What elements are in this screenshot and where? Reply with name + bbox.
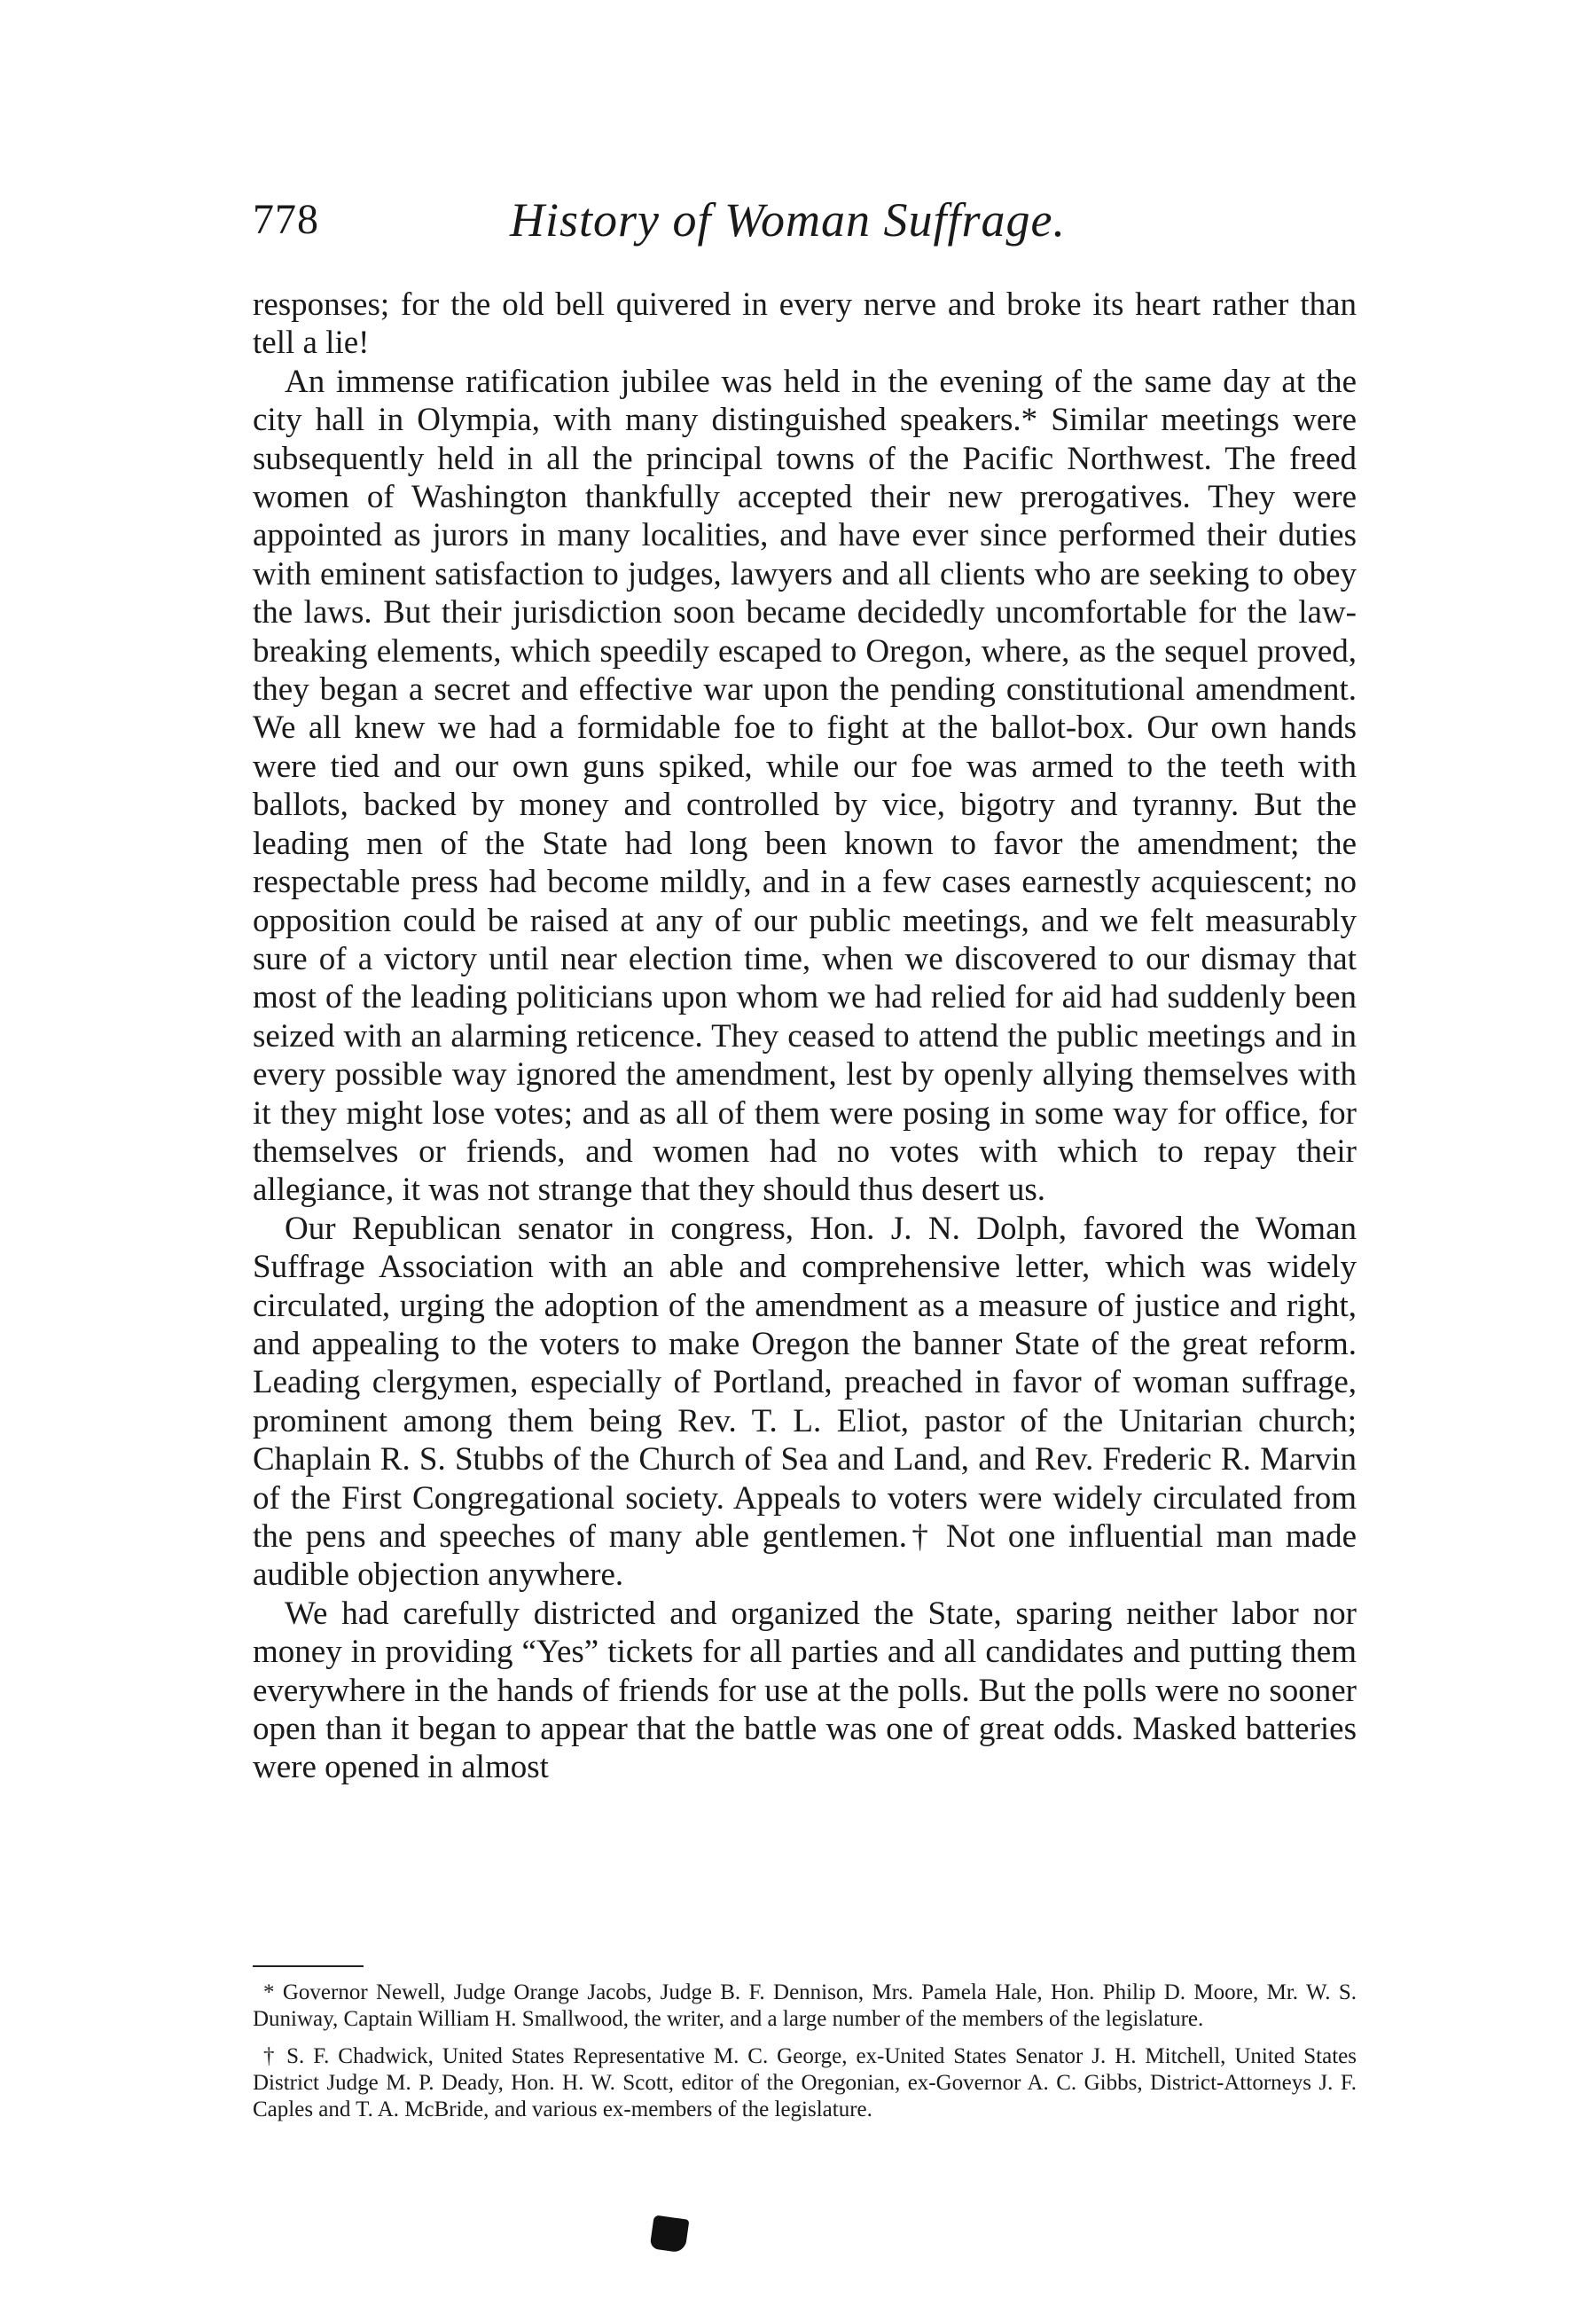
running-head <box>253 193 1357 264</box>
paragraph-ratification-jubilee: An immense ratification jubilee was held in the evening of the same day at the city hall in Olympia, with many distinguished speakers.* Similar meetings were subsequently held in all the principal towns of the Pacific Northwest. The freed women of Washington thankfully accepted their new prerogatives. They were appointed as jurors in many localities, and have ever since performed their duties with eminent satisfaction to judges, lawyers and all clients who are seeking to obey the laws. But their jurisdiction soon became decidedly uncomfortable for the law-breaking elements, which speedily escaped to Oregon, where, as the sequel proved, they began a secret and effective war upon the pending constitutional amendment. We all knew we had a formidable foe to fight at the ballot-box. Our own hands were tied and our own guns spiked, while our foe was armed to the teeth with ballots, backed by money and controlled by vice, bigotry and tyranny. But the leading men of the State had long been known to favor the amendment; the respectable press had become mildly, and in a few cases earnestly acquiescent; no opposition could be raised at any of our public meetings, and we felt measurably sure of a victory until near election time, when we discovered to our dismay that most of the leading politicians upon whom we had relied for aid had suddenly been seized with an alarming reticence. They ceased to attend the public meetings and in every possible way ignored the amendment, lest by openly allying themselves with it they might lose votes; and as all of them were posing in some way for office, for themselves or friends, and women had no votes with which to repay their allegiance, it was not strange that they should thus desert us. <box>253 363 1357 1209</box>
footnote-dagger: † S. F. Chadwick, United States Representative M. C. George, ex-United States Senator J. H. Mitchell, United States District Judge M. P. Deady, Hon. H. W. Scott, editor of the Oregonian, ex-Governor A. C. Gibbs, District-Attorneys J. F. Caples and T. A. McBride, and various ex-members of the legislature. <box>253 2044 1357 2121</box>
page-number: 778 <box>253 196 319 243</box>
footnotes <box>253 1980 1357 2134</box>
paragraph-senator-dolph: Our Republican senator in congress, Hon. J. N. Dolph, favored the Woman Suffrage Association with an able and comprehensive letter, which was widely circulated, urging the adoption of the amendment as a measure of justice and right, and appealing to the voters to make Oregon the banner State of the great reform. Leading clergymen, especially of Portland, preached in favor of woman suffrage, prominent among them being Rev. T. L. Eliot, pastor of the Unitarian church; Chaplain R. S. Stubbs of the Church of Sea and Land, and Rev. Frederic R. Marvin of the First Congregational society. Appeals to voters were widely circulated from the pens and speeches of many able gentlemen.† Not one influential man made audible objection anywhere. <box>253 1210 1357 1594</box>
paragraph-districted-state: We had carefully districted and organized the State, sparing neither labor nor money in providing “Yes” tickets for all parties and all candidates and putting them everywhere in the hands of friends for use at the polls. But the polls were no sooner open than it began to appear that the battle was one of great odds. Masked batteries were opened in almost <box>253 1595 1357 1786</box>
book-title: History of Woman Suffrage. <box>510 193 1067 247</box>
ink-blot <box>650 2215 690 2253</box>
footnote-divider <box>253 1965 364 1967</box>
body-text <box>253 286 1357 1787</box>
footnote-asterisk: * Governor Newell, Judge Orange Jacobs, Judge B. F. Dennison, Mrs. Pamela Hale, Hon. Philip D. Moore, Mr. W. S. Duniway, Captain William H. Smallwood, the writer, and a large number of the members of the legislature. <box>253 1980 1357 2031</box>
paragraph-continuation: responses; for the old bell quivered in every nerve and broke its heart rather than tell a lie! <box>253 286 1357 362</box>
